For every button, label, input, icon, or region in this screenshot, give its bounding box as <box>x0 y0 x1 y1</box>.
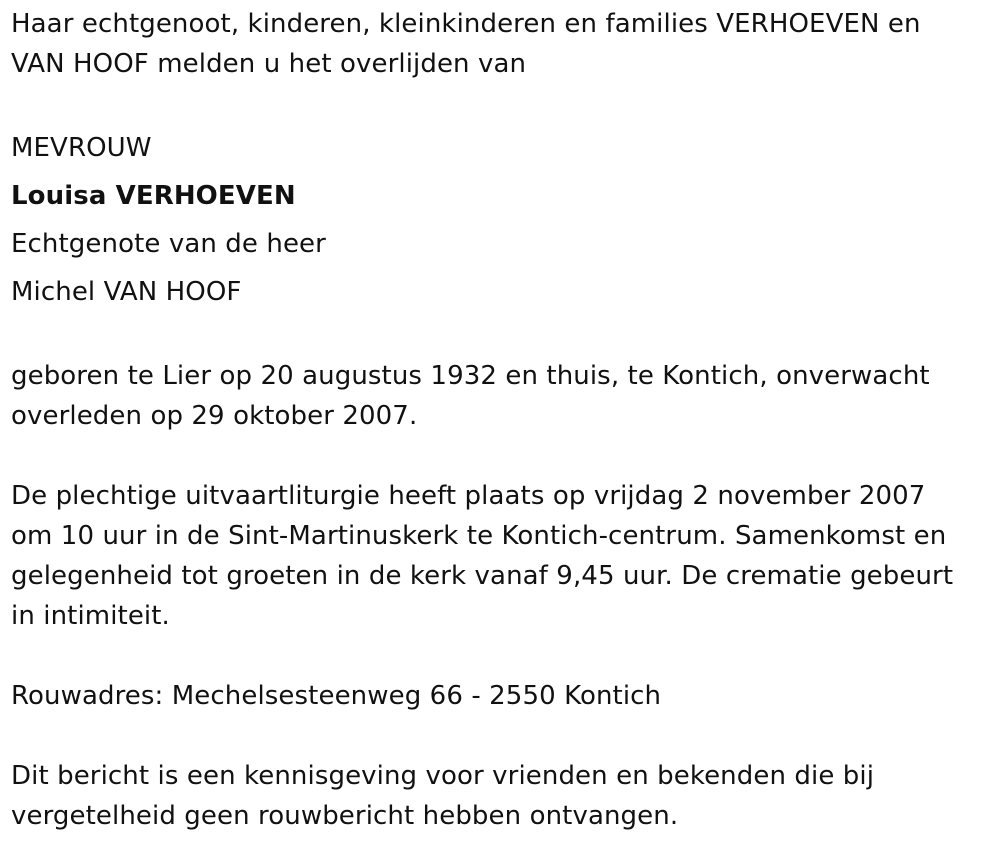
birth-death-line: geboren te Lier op 20 augustus 1932 en thuis, te Kontich, onverwacht <box>11 361 930 391</box>
birth-death-line: overleden op 29 oktober 2007. <box>11 401 418 431</box>
funeral-line: in intimiteit. <box>11 601 170 631</box>
intro-line: VAN HOOF melden u het overlijden van <box>11 49 527 79</box>
spacer <box>11 716 989 756</box>
closing-paragraph <box>11 756 989 836</box>
intro-paragraph <box>11 4 989 84</box>
spouse-label: Echtgenote van de heer <box>11 229 326 259</box>
closing-line: vergetelheid geen rouwbericht hebben ontvangen. <box>11 801 679 831</box>
spacer <box>11 316 989 356</box>
death-notice <box>11 4 989 836</box>
birth-death-paragraph <box>11 356 989 436</box>
mourning-address: Rouwadres: Mechelsesteenweg 66 - 2550 Kontich <box>11 681 662 711</box>
spacer <box>11 436 989 476</box>
funeral-line: om 10 uur in de Sint-Martinuskerk te Kontich-centrum. Samenkomst en <box>11 521 947 551</box>
deceased-name: Louisa VERHOEVEN <box>11 181 296 211</box>
funeral-paragraph <box>11 476 989 636</box>
spacer <box>11 636 989 676</box>
funeral-line: gelegenheid tot groeten in de kerk vanaf 9,45 uur. De crematie gebeurt <box>11 561 954 591</box>
honorific: MEVROUW <box>11 133 152 163</box>
funeral-line: De plechtige uitvaartliturgie heeft plaats op vrijdag 2 november 2007 <box>11 481 926 511</box>
address-paragraph <box>11 676 989 716</box>
spouse-name: Michel VAN HOOF <box>11 277 242 307</box>
spacer <box>11 84 989 124</box>
intro-line: Haar echtgenoot, kinderen, kleinkinderen en families VERHOEVEN en <box>11 9 921 39</box>
closing-line: Dit bericht is een kennisgeving voor vrienden en bekenden die bij <box>11 761 875 791</box>
deceased-block <box>11 124 989 316</box>
